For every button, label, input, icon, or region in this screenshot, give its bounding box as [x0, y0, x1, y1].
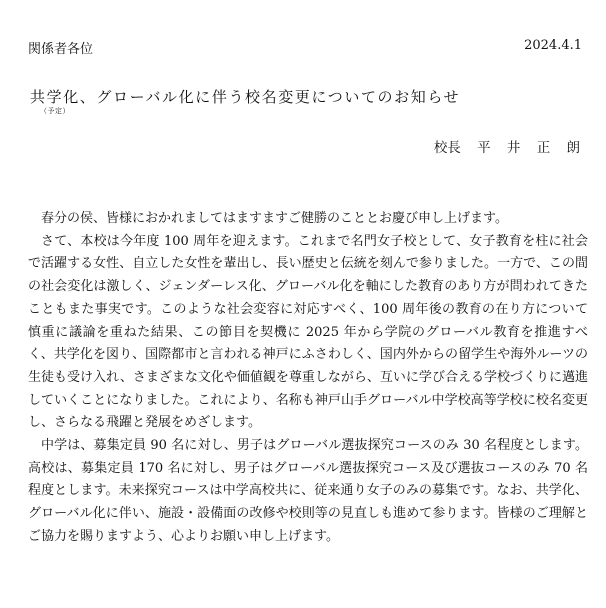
- body-paragraph: 春分の侯、皆様におかれましてはますますご健勝のこととお慶び申し上げます。: [41, 211, 508, 226]
- document-date: 2024.4.1: [524, 38, 582, 53]
- author-name-char: 朗: [566, 140, 580, 156]
- document-title: 共学化、グローバル化に伴う校名変更についてのお知らせ: [30, 88, 461, 106]
- author-name-char: 正: [536, 140, 551, 156]
- document-header: [28, 38, 582, 58]
- author-line: [434, 136, 580, 156]
- body-paragraph: 中学は、募集定員 90 名に対し、男子はグローバル選抜探究コースのみ 30 名程度とします。高校は、募集定員 170 名に対し、男子はグローバル選抜探究コース及び選抜コースのみ 70 名程度とします。未来探究コースは中学高校共に、従来通り女子のみの募集です。なお、共学化、グローバル化に伴い、施設・設備面の改修や校則等の見直しも進めて参ります。皆様のご理解とご協力を賜りますよう、心よりお願い申し上げます。: [28, 438, 588, 544]
- author-name-char: 井: [506, 140, 521, 156]
- author-role: 校長: [433, 140, 461, 156]
- document-body: [28, 208, 588, 549]
- recipient-label: 関係者各位: [28, 42, 94, 57]
- author-name-char: 平: [477, 140, 491, 156]
- title-annotation: （予定）: [40, 107, 70, 115]
- body-paragraph: さて、本校は今年度 100 周年を迎えます。これまで名門女子校として、女子教育を柱に社会で活躍する女性、自立した女性を輩出し、長い歴史と伝統を刻んで参りました。一方で、この間の社会変化は激しく、ジェンダーレス化、グローバル化を軸にした教育のあり方が問われてきたこともまた事実です。このような社会変容に対応すべく、100 周年後の教育の在り方について慎重に議論を重ねた結果、この節目を契機に 2025 年から学院のグローバル教育を推進すべく、共学化を図り、国際都市と言われる神戸にふさわしく、国内外からの留学生や海外ルーツの生徒も受け入れ、さまざまな文化や価値観を尊重しながら、互いに学び合える学校づくりに邁進していくことになりました。これにより、名称も神戸山手グローバル中学校高等学校に校名変更し、さらなる飛躍と発展をめざします。: [28, 233, 588, 431]
